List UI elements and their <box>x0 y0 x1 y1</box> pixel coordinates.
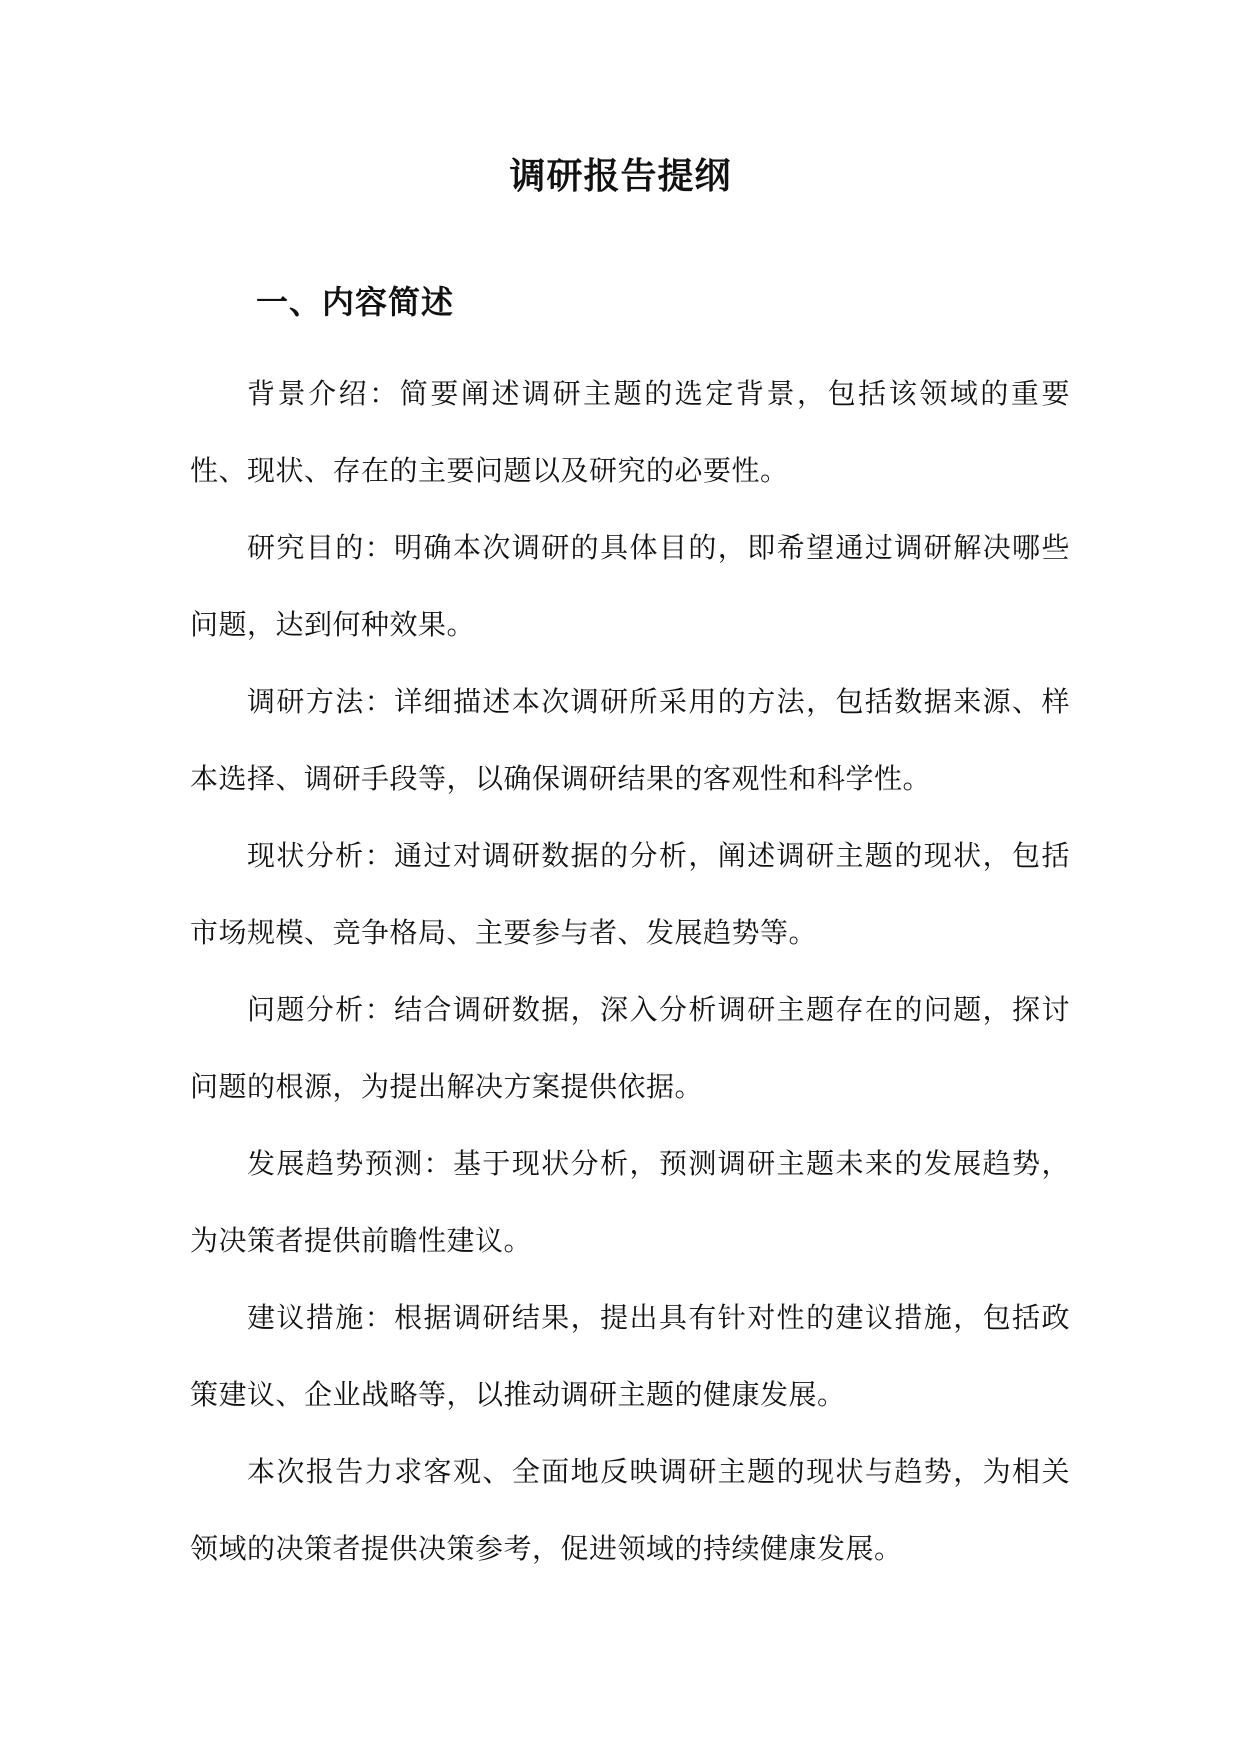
paragraph-problem-analysis: 问题分析：结合调研数据，深入分析调研主题存在的问题，探讨问题的根源，为提出解决方案提供依据。 <box>190 993 1070 1103</box>
paragraph-conclusion: 本次报告力求客观、全面地反映调研主题的现状与趋势，为相关领域的决策者提供决策参考，促进领域的持续健康发展。 <box>190 1455 1070 1565</box>
paragraph-method: 调研方法：详细描述本次调研所采用的方法，包括数据来源、样本选择、调研手段等，以确保调研结果的客观性和科学性。 <box>190 685 1070 795</box>
section-heading: 一、内容简述 <box>256 283 455 321</box>
paragraph-purpose: 研究目的：明确本次调研的具体目的，即希望通过调研解决哪些问题，达到何种效果。 <box>190 531 1070 641</box>
page-title: 调研报告提纲 <box>509 155 732 197</box>
paragraph-background: 背景介绍：简要阐述调研主题的选定背景，包括该领域的重要性、现状、存在的主要问题以及研究的必要性。 <box>190 377 1070 487</box>
paragraph-trend-forecast: 发展趋势预测：基于现状分析，预测调研主题未来的发展趋势，为决策者提供前瞻性建议。 <box>190 1147 1070 1257</box>
paragraph-recommendations: 建议措施：根据调研结果，提出具有针对性的建议措施，包括政策建议、企业战略等，以推动调研主题的健康发展。 <box>190 1301 1070 1411</box>
body-text <box>190 355 1070 1587</box>
paragraph-status-analysis: 现状分析：通过对调研数据的分析，阐述调研主题的现状，包括市场规模、竞争格局、主要参与者、发展趋势等。 <box>190 839 1070 949</box>
